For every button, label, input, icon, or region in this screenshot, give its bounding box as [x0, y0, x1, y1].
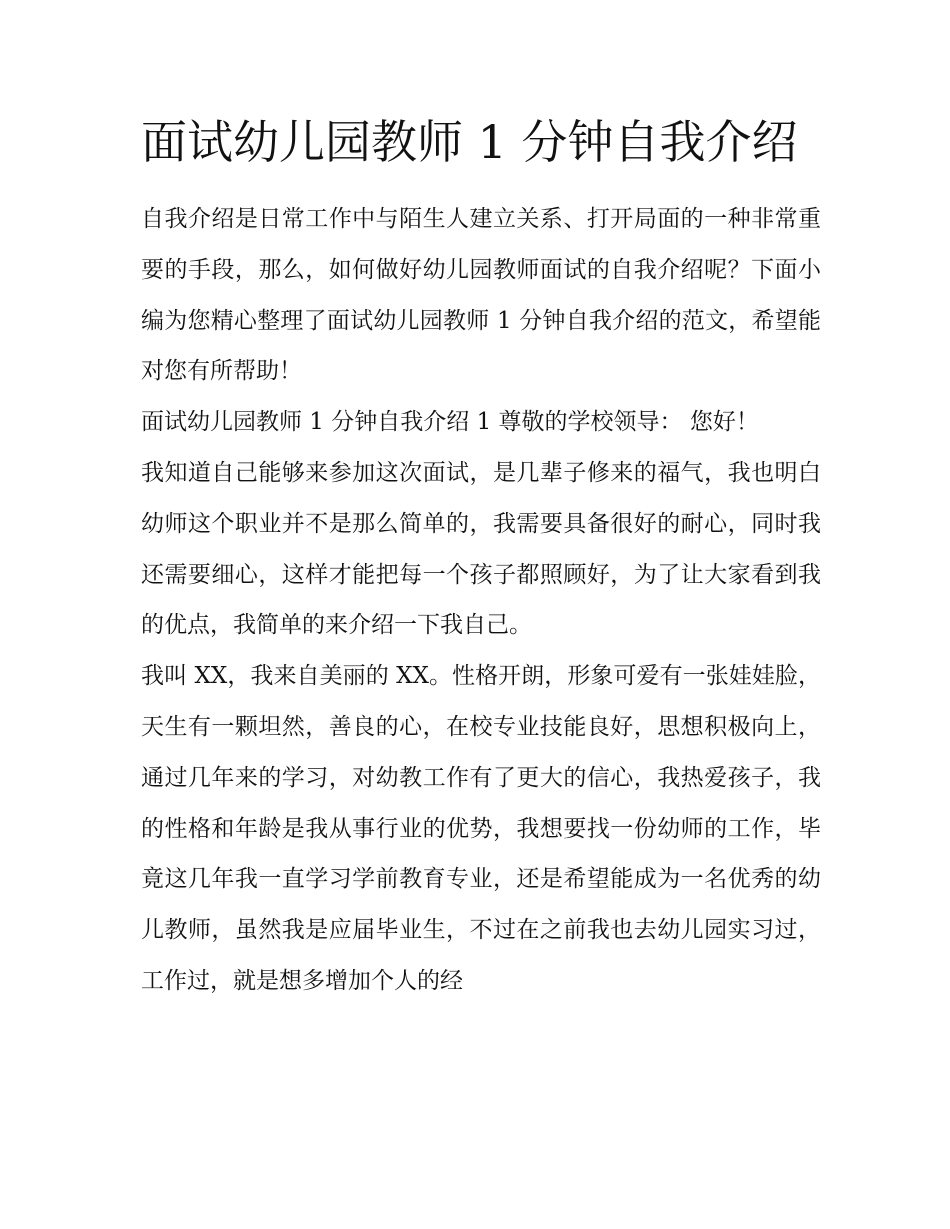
paragraph-greeting: 面试幼儿园教师 1 分钟自我介绍 1 尊敬的学校领导： 您好！ [141, 409, 759, 436]
paragraph-intro: 自我介绍是日常工作中与陌生人建立关系、打开局面的一种非常重要的手段，那么，如何做好幼儿园教师面试的自我介绍呢？下面小编为您精心整理了面试幼儿园教师 1 分钟自我介绍的范文，希望能对您有所帮助！ [141, 206, 821, 385]
document-page [141, 112, 821, 1007]
paragraph-motivation: 我知道自己能够来参加这次面试，是几辈子修来的福气，我也明白幼师这个职业并不是那么简单的，我需要具备很好的耐心，同时我还需要细心，这样才能把每一个孩子都照顾好，为了让大家看到我的优点，我简单的来介绍一下我自己。 [141, 459, 821, 639]
document-title: 面试幼儿园教师 1 分钟自我介绍 [141, 115, 798, 169]
paragraph-self-description: 我叫 XX，我来自美丽的 XX。性格开朗，形象可爱有一张娃娃脸，天生有一颗坦然，善良的心，在校专业技能良好，思想积极向上，通过几年来的学习，对幼教工作有了更大的信心，我热爱孩子，我的性格和年龄是我从事行业的优势，我想要找一份幼师的工作，毕竟这几年我一直学习学前教育专业，还是希望能成为一名优秀的幼儿教师，虽然我是应届毕业生，不过在之前我也去幼儿园实习过，工作过，就是想多增加个人的经 [141, 663, 821, 994]
document-body [141, 194, 821, 1007]
